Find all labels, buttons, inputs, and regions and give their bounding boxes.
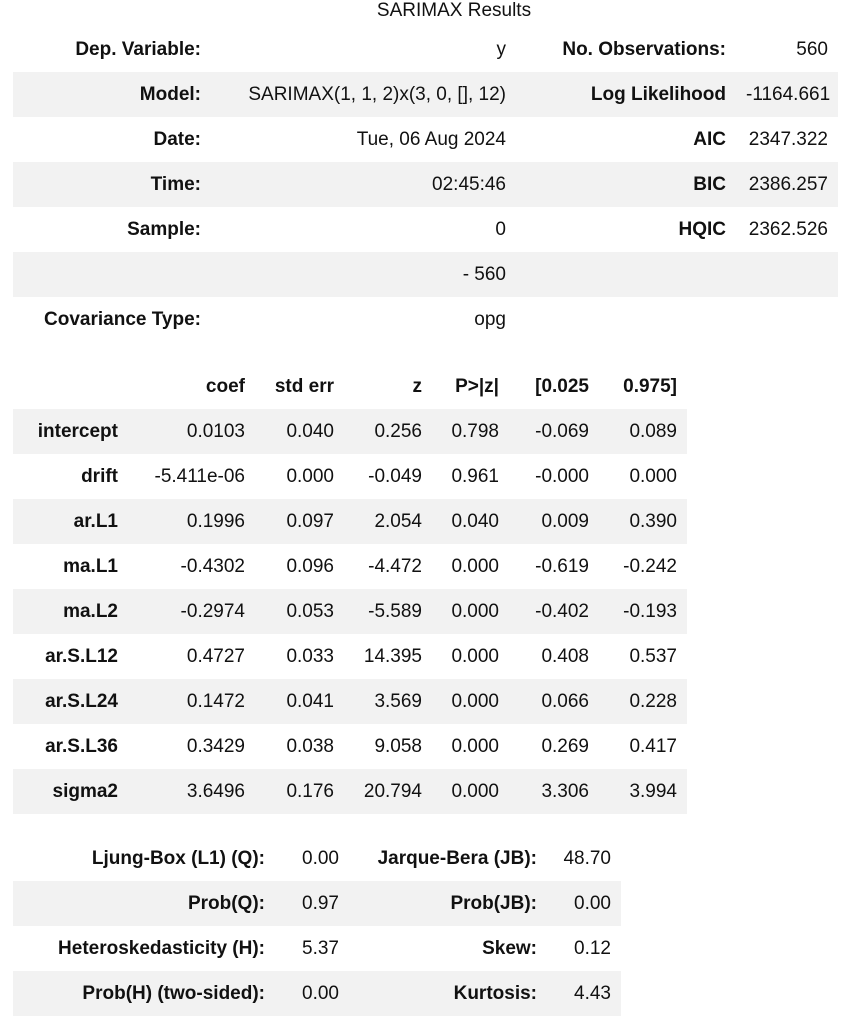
coef-value: 0.1472 <box>128 679 255 724</box>
diag-label: Prob(H) (two-sided): <box>13 971 275 1016</box>
ci-upper: 0.390 <box>599 499 687 544</box>
diag-label: Heteroskedasticity (H): <box>58 938 265 959</box>
summary-row <box>13 27 838 72</box>
coef-row <box>13 634 687 679</box>
p-value: 0.000 <box>432 769 509 814</box>
diag-value: 5.37 <box>302 938 339 959</box>
summary-value: 2362.526 <box>748 219 828 240</box>
summary-label: HQIC <box>678 219 726 240</box>
summary-label: Date: <box>153 129 201 150</box>
ci-lower: 0.009 <box>509 499 599 544</box>
summary-value: 2386.257 <box>736 162 838 207</box>
column-header: 0.975] <box>623 376 677 397</box>
p-value: 0.000 <box>451 736 499 757</box>
coef-row <box>13 409 687 454</box>
coef-row <box>13 454 687 499</box>
coefficients-table <box>13 364 687 814</box>
diag-value: 0.12 <box>574 938 611 959</box>
stderr-value: 0.096 <box>286 556 334 577</box>
ci-upper: 0.537 <box>629 646 677 667</box>
ci-upper: 0.228 <box>599 679 687 724</box>
summary-value: SARIMAX(1, 1, 2)x(3, 0, [], 12) <box>211 72 516 117</box>
ci-lower: -0.000 <box>535 466 589 487</box>
param-name: ar.S.L24 <box>13 679 128 724</box>
coef-row <box>13 589 687 634</box>
z-value: 9.058 <box>374 736 422 757</box>
coef-value: -0.4302 <box>180 556 245 577</box>
z-value: -4.472 <box>368 556 422 577</box>
param-name: ma.L2 <box>13 589 128 634</box>
summary-label <box>13 252 211 297</box>
summary-label <box>516 252 736 297</box>
summary-label <box>516 297 736 342</box>
stderr-value: 0.038 <box>286 736 334 757</box>
ci-lower: -0.069 <box>509 409 599 454</box>
diag-row <box>13 836 621 881</box>
ci-upper: 0.417 <box>629 736 677 757</box>
diag-value: 48.70 <box>563 848 611 869</box>
param-name: ar.S.L12 <box>45 646 118 667</box>
coef-value: 0.4727 <box>186 646 245 667</box>
diag-value: 4.43 <box>547 971 621 1016</box>
diag-row <box>13 971 621 1016</box>
diag-label: Prob(JB): <box>349 881 547 926</box>
stderr-value: 0.176 <box>255 769 344 814</box>
summary-value: -1164.661 <box>736 72 838 117</box>
ci-upper: 0.000 <box>629 466 677 487</box>
column-header: [0.025 <box>535 376 589 397</box>
summary-label: BIC <box>516 162 736 207</box>
diag-row <box>13 926 621 971</box>
ci-upper: -0.193 <box>599 589 687 634</box>
param-name: sigma2 <box>13 769 128 814</box>
coef-value: 0.3429 <box>186 736 245 757</box>
diag-value: 0.00 <box>275 971 349 1016</box>
column-header: std err <box>274 376 334 397</box>
ci-lower: 0.408 <box>541 646 589 667</box>
z-value: 3.569 <box>344 679 432 724</box>
summary-label: Dep. Variable: <box>75 39 201 60</box>
param-name: ar.S.L36 <box>45 736 118 757</box>
diag-label: Skew: <box>482 938 537 959</box>
coef-row <box>13 499 687 544</box>
param-name: intercept <box>13 409 128 454</box>
summary-value: 560 <box>796 39 828 60</box>
p-value: 0.000 <box>432 679 509 724</box>
z-value: 0.256 <box>344 409 432 454</box>
coef-value: -5.411e-06 <box>154 466 245 487</box>
coef-header-row <box>13 364 687 409</box>
column-header: P>|z| <box>455 376 499 397</box>
p-value: 0.000 <box>451 646 499 667</box>
stderr-value: 0.041 <box>255 679 344 724</box>
stderr-value: 0.097 <box>255 499 344 544</box>
summary-row <box>13 297 838 342</box>
ci-upper: 3.994 <box>599 769 687 814</box>
table-caption: SARIMAX Results <box>376 0 532 21</box>
summary-value: y <box>496 39 506 60</box>
diag-value: 0.00 <box>547 881 621 926</box>
summary-row <box>13 162 838 207</box>
coef-row <box>13 769 687 814</box>
summary-value <box>736 297 838 342</box>
p-value: 0.961 <box>451 466 499 487</box>
diag-value: 0.00 <box>302 848 339 869</box>
coef-row <box>13 679 687 724</box>
model-summary-table <box>13 27 838 342</box>
ci-upper: 0.089 <box>599 409 687 454</box>
ci-lower: 0.269 <box>541 736 589 757</box>
stderr-value: 0.040 <box>255 409 344 454</box>
diag-value: 0.97 <box>275 881 349 926</box>
diag-label: Jarque-Bera (JB): <box>377 848 537 869</box>
ci-lower: 0.066 <box>509 679 599 724</box>
diag-label: Prob(Q): <box>13 881 275 926</box>
param-name: ar.L1 <box>13 499 128 544</box>
coef-value: -0.2974 <box>128 589 255 634</box>
coef-row <box>13 544 687 589</box>
z-value: 2.054 <box>344 499 432 544</box>
coef-value: 0.1996 <box>128 499 255 544</box>
summary-label: Log Likelihood <box>516 72 736 117</box>
diagnostics-table <box>13 836 621 1016</box>
summary-value: Tue, 06 Aug 2024 <box>356 129 506 150</box>
summary-label: Time: <box>13 162 211 207</box>
column-header: coef <box>205 376 245 397</box>
p-value: 0.798 <box>432 409 509 454</box>
summary-row <box>13 252 838 297</box>
z-value: 14.395 <box>363 646 422 667</box>
summary-row <box>13 117 838 162</box>
summary-label: No. Observations: <box>562 39 726 60</box>
ci-lower: -0.619 <box>535 556 589 577</box>
ci-lower: 3.306 <box>509 769 599 814</box>
summary-value: opg <box>474 309 506 330</box>
diag-row <box>13 881 621 926</box>
column-header: z <box>412 376 422 397</box>
summary-label: Model: <box>13 72 211 117</box>
param-name: drift <box>81 466 118 487</box>
z-value: -5.589 <box>344 589 432 634</box>
column-header <box>13 364 128 409</box>
summary-row <box>13 72 838 117</box>
param-name: ma.L1 <box>63 556 118 577</box>
coef-value: 0.0103 <box>128 409 255 454</box>
summary-row <box>13 207 838 252</box>
summary-label: Sample: <box>127 219 201 240</box>
diag-label: Ljung-Box (L1) (Q): <box>91 848 265 869</box>
summary-value <box>736 252 838 297</box>
summary-label: Covariance Type: <box>44 309 201 330</box>
z-value: -0.049 <box>368 466 422 487</box>
summary-label: AIC <box>693 129 726 150</box>
summary-value: 02:45:46 <box>211 162 516 207</box>
ci-lower: -0.402 <box>509 589 599 634</box>
p-value: 0.040 <box>432 499 509 544</box>
p-value: 0.000 <box>432 589 509 634</box>
z-value: 20.794 <box>344 769 432 814</box>
stderr-value: 0.000 <box>286 466 334 487</box>
ci-upper: -0.242 <box>623 556 677 577</box>
stderr-value: 0.053 <box>255 589 344 634</box>
coef-row <box>13 724 687 769</box>
summary-value: 0 <box>495 219 506 240</box>
stderr-value: 0.033 <box>286 646 334 667</box>
summary-value: 2347.322 <box>748 129 828 150</box>
summary-value: - 560 <box>211 252 516 297</box>
p-value: 0.000 <box>451 556 499 577</box>
coef-value: 3.6496 <box>128 769 255 814</box>
diag-label: Kurtosis: <box>349 971 547 1016</box>
